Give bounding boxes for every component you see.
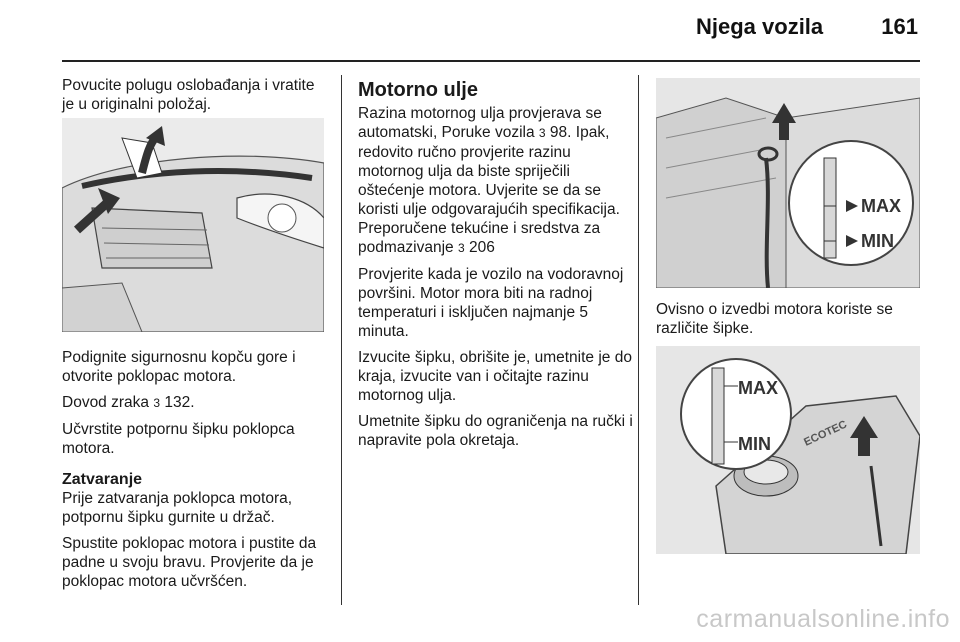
dipstick-max-label-1: MAX (861, 196, 901, 216)
engine-oil-text-1 (358, 104, 633, 258)
engine-oil-text-1a: Razina motornog ulja provjerava se automatski, Poruke vozila (358, 105, 602, 141)
dipstick-drawing-1 (656, 78, 920, 288)
engine-oil-text-2: Provjerite kada je vozilo na vodoravnoj površini. Motor mora biti na radnoj temperaturi i isključen najmanje 5 minuta. (358, 266, 624, 340)
column-2 (358, 78, 633, 457)
reference-arrow-icon: 3 (153, 396, 161, 410)
column-divider-2 (638, 75, 639, 605)
column-3 (656, 300, 921, 345)
header-title: Njega vozila (696, 14, 824, 39)
page-header (696, 14, 918, 40)
engine-oil-text-4: Umetnite šipku do ograničenja na ručki i napravite pola okretaja. (358, 413, 633, 449)
dipstick-caption: Ovisno o izvedbi motora koriste se različite šipke. (656, 301, 893, 337)
closing-text-2: Spustite poklopac motora i pustite da padne u svoju bravu. Provjerite da je poklopac motora učvršćen. (62, 535, 317, 590)
column-1-body (62, 348, 328, 598)
air-intake-label: Dovod zraka (62, 394, 154, 411)
closing-text-1: Prije zatvaranja poklopca motora, potpornu šipku gurnite u držač. (62, 490, 293, 526)
hood-release-drawing (62, 118, 324, 332)
dipstick-min-label-1: MIN (861, 231, 894, 251)
air-intake-text (62, 393, 328, 413)
column-divider-1 (341, 75, 342, 605)
engine-oil-heading: Motorno ulje (358, 79, 478, 101)
engine-oil-text-1b: 98. Ipak, redovito ručno provjerite razinu motornog ulja da biste spriječili oštećenje motora. Uvjerite se da se koristi ulje odgovarajućih specifikacija. Preporučene tekućine i sredstva za podmazivanje (358, 124, 620, 256)
reference-arrow-icon: 3 (457, 241, 465, 255)
reference-arrow-icon: 3 (538, 126, 546, 140)
dipstick-min-label-2: MIN (738, 434, 771, 454)
closing-heading: Zatvaranje (62, 471, 143, 488)
watermark: carmanualsonline.info (696, 605, 950, 633)
engine-oil-text-3: Izvucite šipku, obrišite je, umetnite je do kraja, izvucite van i očitajte razinu motornog ulja. (358, 349, 632, 404)
dipstick-max-label-2: MAX (738, 378, 778, 398)
open-hood-text: Podignite sigurnosnu kopču gore i otvorite poklopac motora. (62, 349, 296, 385)
dipstick-illustration-2 (656, 346, 920, 554)
header-rule (62, 60, 920, 62)
column-1 (62, 76, 328, 121)
hood-release-illustration (62, 118, 324, 332)
support-rod-text: Učvrstite potpornu šipku poklopca motora. (62, 421, 295, 457)
ecotec-engine-label: ECOTEC (802, 418, 849, 449)
intro-text: Povucite polugu oslobađanja i vratite je u originalni položaj. (62, 77, 315, 113)
engine-oil-page-ref: 206 (468, 239, 495, 256)
dipstick-drawing-2 (656, 346, 920, 554)
air-intake-page-ref: 132. (164, 394, 195, 411)
page-number: 161 (881, 14, 918, 39)
dipstick-illustration-1 (656, 78, 920, 288)
